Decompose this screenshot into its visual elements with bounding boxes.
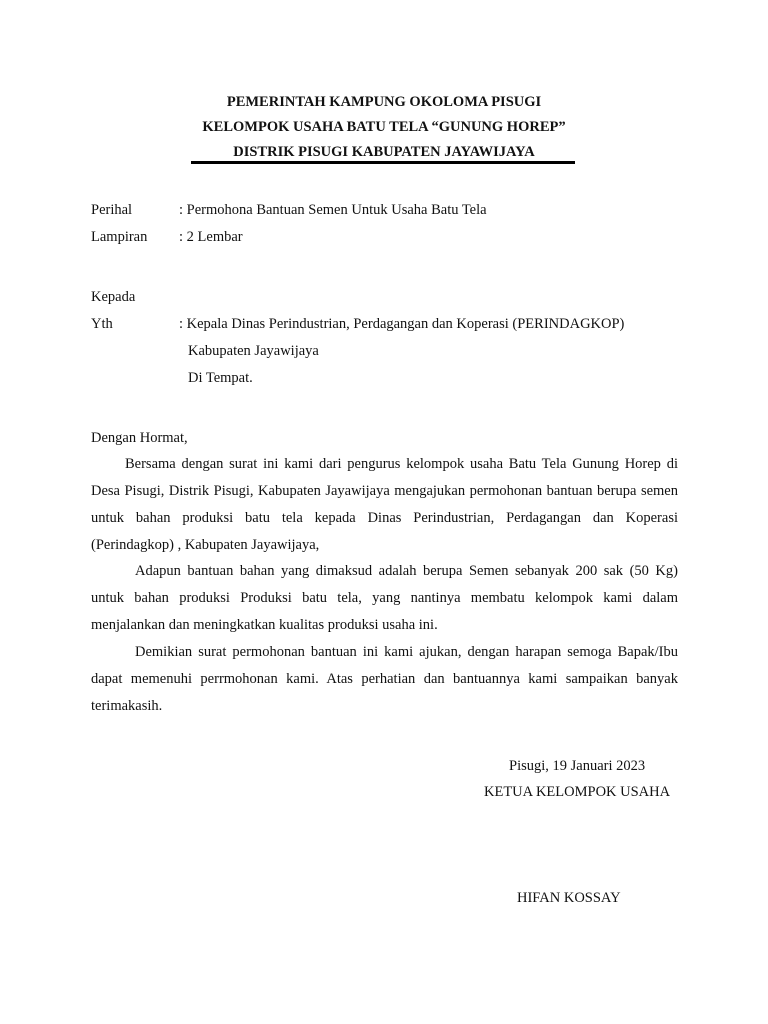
letterhead-line-3: DISTRIK PISUGI KABUPATEN JAYAWIJAYA	[233, 144, 535, 160]
letterhead-divider	[191, 161, 575, 164]
signatory-position: KETUA KELOMPOK USAHA	[484, 784, 671, 800]
salutation: Dengan Hormat,	[91, 430, 188, 446]
letterhead-line-1: PEMERINTAH KAMPUNG OKOLOMA PISUGI	[226, 94, 542, 110]
letterhead	[0, 90, 768, 165]
lampiran-value: : 2 Lembar	[179, 229, 243, 245]
perihal-label: Perihal	[91, 202, 133, 218]
body-paragraph-2	[91, 558, 678, 639]
kepada-label: Kepada	[91, 289, 136, 305]
body-paragraph-1	[91, 451, 678, 559]
signatory-name: HIFAN KOSSAY	[517, 890, 621, 906]
letterhead-line-2: KELOMPOK USAHA BATU TELA “GUNUNG HOREP”	[202, 119, 566, 135]
perihal-value: : Permohona Bantuan Semen Untuk Usaha Batu Tela	[179, 202, 487, 218]
body-paragraph-1-text: Bersama dengan surat ini kami dari pengurus kelompok usaha Batu Tela Gunung Horep di Desa Pisugi, Distrik Pisugi, Kabupaten Jayawijaya mengajukan permohonan bantuan berupa semen untuk bahan produksi batu tela kepada Dinas Perindustrian, Perdagangan dan Koperasi (Perindagkop) , Kabupaten Jayawijaya,	[91, 456, 678, 553]
body-paragraph-2-text: Adapun bantuan bahan yang dimaksud adalah berupa Semen sebanyak 200 sak (50 Kg) untuk bahan produksi Produksi batu tela, yang nantinya membatu kelompok kami dalam menjalankan dan meningkatkan kualitas produksi usaha ini.	[91, 563, 678, 633]
place-date: Pisugi, 19 Januari 2023	[509, 758, 646, 774]
body-paragraph-3	[91, 639, 678, 720]
recipient-line-1: : Kepala Dinas Perindustrian, Perdagangan dan Koperasi (PERINDAGKOP)	[179, 316, 625, 332]
lampiran-label: Lampiran	[91, 229, 148, 245]
body-paragraph-3-text: Demikian surat permohonan bantuan ini kami ajukan, dengan harapan semoga Bapak/Ibu dapat memenuhi perrmohonan kami. Atas perhatian dan bantuannya kami sampaikan banyak terimakasih.	[91, 644, 678, 714]
recipient-line-2: Kabupaten Jayawijaya	[188, 343, 319, 359]
yth-label: Yth	[91, 316, 113, 332]
recipient-line-3: Di Tempat.	[188, 370, 253, 386]
